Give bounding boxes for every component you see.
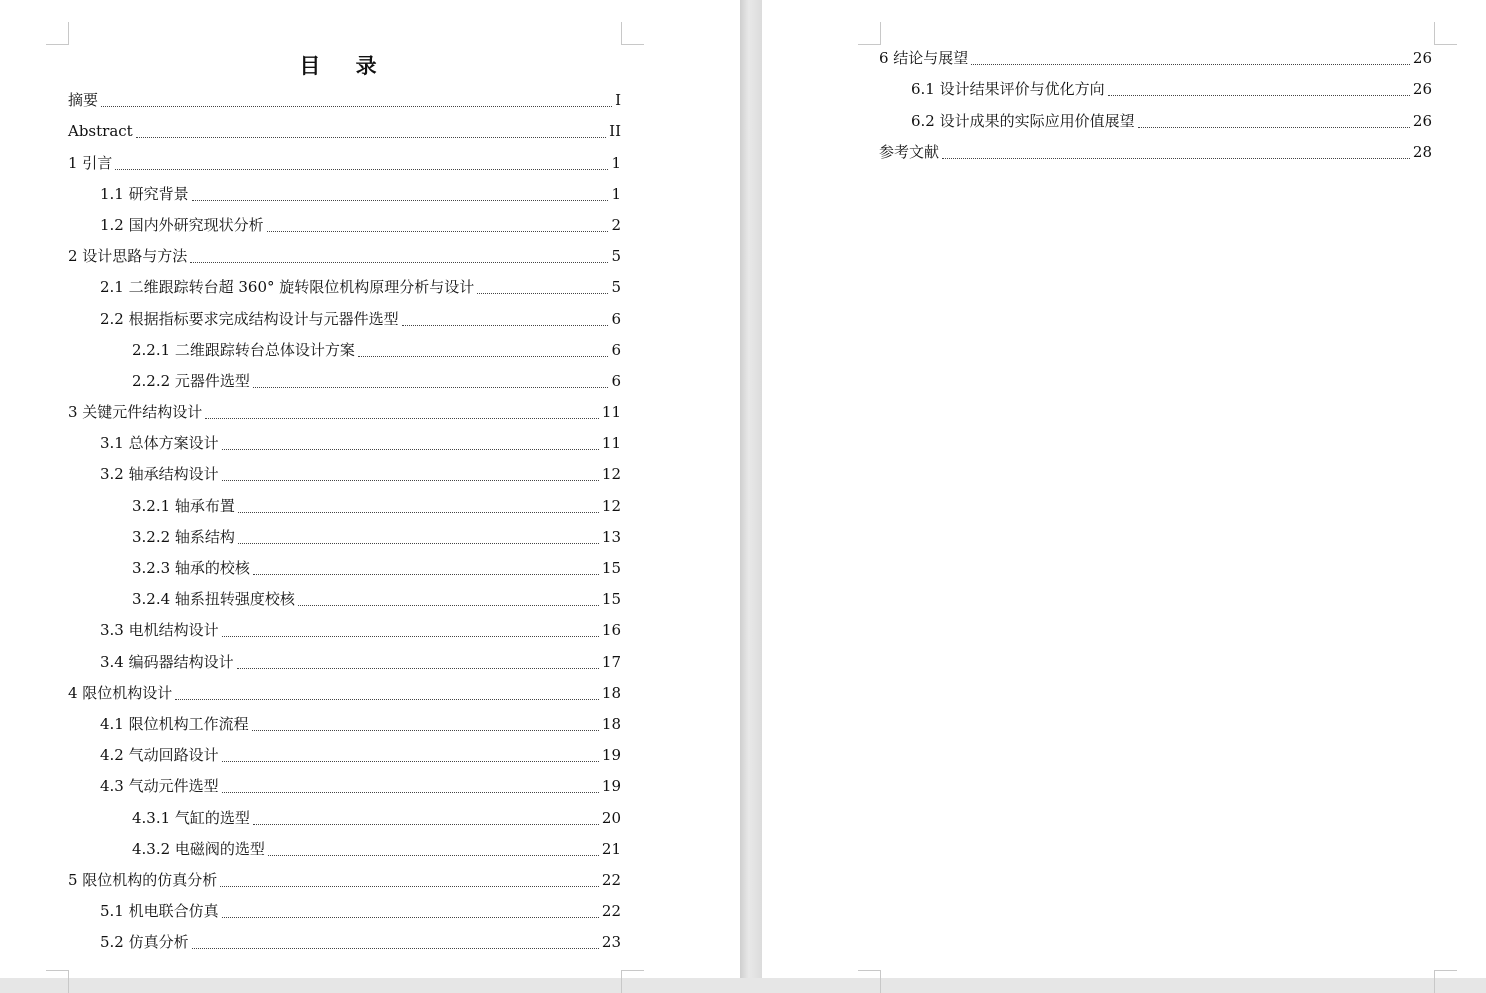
toc-dot-leader — [222, 448, 599, 450]
toc-entry-label: 6 结论与展望 — [879, 49, 969, 68]
toc-entry[interactable] — [879, 105, 1432, 136]
toc-entry-label: 4.3 气动元件选型 — [100, 777, 219, 796]
toc-entry-label: Abstract — [68, 122, 133, 141]
toc-entry[interactable] — [68, 335, 621, 366]
toc-dot-leader — [222, 791, 599, 793]
toc-dot-leader — [222, 916, 599, 918]
toc-entry-label: 4 限位机构设计 — [68, 683, 173, 702]
toc-entry-label: 3.2 轴承结构设计 — [100, 465, 219, 484]
document-page-left — [0, 0, 740, 978]
toc-entry-page-number: I — [615, 91, 621, 110]
page-corner-mark — [858, 22, 881, 45]
page-corner-mark — [1434, 22, 1457, 45]
toc-entry-page-number: 28 — [1412, 142, 1432, 161]
toc-entry[interactable] — [68, 522, 621, 553]
toc-entry-page-number: 12 — [601, 496, 621, 515]
toc-entry-page-number: 5 — [611, 247, 621, 266]
toc-dot-leader — [971, 63, 1410, 65]
toc-entry-label: 参考文献 — [879, 142, 940, 161]
toc-dot-leader — [205, 417, 599, 419]
toc-dot-leader — [402, 324, 609, 326]
toc-entry-page-number: 15 — [601, 590, 621, 609]
toc-dot-leader — [1108, 94, 1410, 96]
toc-entry[interactable] — [68, 646, 621, 677]
toc-entry-label: 5.1 机电联合仿真 — [100, 902, 219, 921]
toc-entry[interactable] — [68, 834, 621, 865]
toc-entry-label: 2.2 根据指标要求完成结构设计与元器件选型 — [100, 309, 399, 328]
toc-dot-leader — [101, 105, 612, 107]
toc-entry[interactable] — [68, 303, 621, 334]
toc-entry-page-number: 22 — [601, 870, 621, 889]
toc-entry-page-number: 6 — [611, 371, 621, 390]
toc-entry[interactable] — [879, 74, 1432, 105]
toc-entry-page-number: 2 — [611, 215, 621, 234]
toc-entry[interactable] — [68, 584, 621, 615]
page-corner-mark — [1434, 970, 1457, 993]
toc-entry[interactable] — [68, 116, 621, 147]
toc-list-right — [879, 43, 1432, 168]
toc-entry-label: 4.2 气动回路设计 — [100, 746, 219, 765]
toc-entry-page-number: 18 — [601, 683, 621, 702]
toc-dot-leader — [253, 573, 599, 575]
toc-dot-leader — [267, 230, 609, 232]
toc-entry-page-number: 11 — [601, 434, 621, 453]
toc-entry[interactable] — [68, 771, 621, 802]
toc-entry[interactable] — [68, 490, 621, 521]
toc-entry[interactable] — [68, 927, 621, 958]
toc-entry-label: 3.2.4 轴系扭转强度校核 — [132, 590, 295, 609]
toc-entry-label: 5.2 仿真分析 — [100, 933, 189, 952]
toc-entry[interactable] — [68, 802, 621, 833]
page-corner-mark — [621, 22, 644, 45]
toc-entry-page-number: 1 — [611, 184, 621, 203]
toc-entry-label: 6.1 设计结果评价与优化方向 — [911, 80, 1105, 99]
toc-entry-label: 1.1 研究背景 — [100, 184, 189, 203]
toc-dot-leader — [136, 136, 606, 138]
toc-entry-label: 4.3.1 气缸的选型 — [132, 808, 250, 827]
toc-entry-label: 4.1 限位机构工作流程 — [100, 714, 249, 733]
toc-entry-page-number: 26 — [1412, 111, 1432, 130]
toc-entry[interactable] — [68, 428, 621, 459]
toc-entry[interactable] — [68, 459, 621, 490]
page-corner-mark — [858, 970, 881, 993]
toc-entry-page-number: 22 — [601, 902, 621, 921]
toc-entry-label: 4.3.2 电磁阀的选型 — [132, 839, 265, 858]
toc-dot-leader — [252, 729, 599, 731]
toc-entry-page-number: 6 — [611, 340, 621, 359]
toc-dot-leader — [477, 292, 608, 294]
toc-dot-leader — [238, 511, 599, 513]
toc-entry-page-number: 26 — [1412, 49, 1432, 68]
toc-entry-page-number: 15 — [601, 559, 621, 577]
toc-title: 目 录 — [299, 54, 391, 78]
toc-entry[interactable] — [68, 272, 621, 303]
toc-entry[interactable] — [68, 740, 621, 771]
toc-entry-label: 5 限位机构的仿真分析 — [68, 870, 218, 889]
toc-entry-label: 3.2.3 轴承的校核 — [132, 559, 250, 577]
toc-dot-leader — [220, 885, 599, 887]
toc-dot-leader — [222, 635, 599, 637]
toc-entry-page-number: 5 — [611, 278, 621, 297]
toc-entry-page-number: 19 — [601, 777, 621, 796]
toc-entry-page-number: 6 — [611, 309, 621, 328]
page-corner-mark — [46, 970, 69, 993]
toc-entry-page-number: 1 — [611, 153, 621, 172]
toc-entry[interactable] — [68, 615, 621, 646]
toc-entry-label: 2 设计思路与方法 — [68, 247, 188, 266]
toc-dot-leader — [115, 168, 608, 170]
toc-entry[interactable] — [68, 678, 621, 709]
toc-entry-page-number: 12 — [601, 465, 621, 484]
toc-dot-leader — [237, 667, 599, 669]
toc-entry[interactable] — [68, 709, 621, 740]
page-gutter — [740, 0, 762, 978]
toc-entry-page-number: 20 — [601, 808, 621, 827]
toc-entry[interactable] — [68, 397, 621, 428]
toc-entry[interactable] — [68, 147, 621, 178]
toc-dot-leader — [222, 479, 599, 481]
toc-dot-leader — [192, 947, 599, 949]
toc-entry[interactable] — [879, 43, 1432, 74]
toc-dot-leader — [222, 760, 599, 762]
toc-entry-label: 2.2.1 二维跟踪转台总体设计方案 — [132, 340, 355, 359]
toc-entry[interactable] — [68, 210, 621, 241]
toc-entry-label: 1 引言 — [68, 153, 113, 172]
toc-dot-leader — [238, 542, 599, 544]
toc-list-left — [68, 85, 621, 958]
toc-dot-leader — [253, 386, 609, 388]
toc-dot-leader — [175, 698, 599, 700]
toc-entry-label: 2.2.2 元器件选型 — [132, 371, 250, 390]
toc-entry-label: 3.2.1 轴承布置 — [132, 496, 235, 515]
toc-entry-label: 3.2.2 轴系结构 — [132, 527, 235, 546]
toc-entry-page-number: 19 — [601, 746, 621, 765]
toc-entry-label: 1.2 国内外研究现状分析 — [100, 215, 264, 234]
toc-entry[interactable] — [68, 241, 621, 272]
toc-entry[interactable] — [879, 137, 1432, 168]
toc-entry-page-number: 13 — [601, 527, 621, 546]
toc-entry[interactable] — [68, 179, 621, 210]
toc-entry-label: 3.3 电机结构设计 — [100, 621, 219, 640]
toc-entry-page-number: II — [609, 122, 621, 141]
toc-entry-page-number: 23 — [601, 933, 621, 952]
page-corner-mark — [621, 970, 644, 993]
toc-entry-label: 2.1 二维跟踪转台超 360° 旋转限位机构原理分析与设计 — [100, 278, 475, 297]
toc-dot-leader — [942, 157, 1410, 159]
toc-entry-page-number: 16 — [601, 621, 621, 640]
toc-dot-leader — [192, 199, 609, 201]
toc-entry-label: 3.4 编码器结构设计 — [100, 652, 234, 671]
toc-entry-page-number: 17 — [601, 652, 621, 671]
toc-entry-label: 3 关键元件结构设计 — [68, 403, 203, 422]
document-page-right — [762, 0, 1486, 978]
toc-dot-leader — [298, 604, 599, 606]
toc-dot-leader — [358, 355, 609, 357]
toc-entry[interactable] — [68, 865, 621, 896]
toc-entry-label: 6.2 设计成果的实际应用价值展望 — [911, 111, 1135, 130]
toc-entry[interactable] — [68, 553, 621, 584]
toc-entry-page-number: 18 — [601, 714, 621, 733]
toc-dot-leader — [253, 823, 599, 825]
toc-entry-page-number: 26 — [1412, 80, 1432, 99]
toc-entry[interactable] — [68, 85, 621, 116]
toc-entry-label: 摘要 — [68, 91, 99, 110]
toc-dot-leader — [268, 854, 599, 856]
toc-entry-page-number: 11 — [601, 403, 621, 422]
toc-dot-leader — [190, 261, 608, 263]
toc-entry[interactable] — [68, 366, 621, 397]
toc-entry-label: 3.1 总体方案设计 — [100, 434, 219, 453]
page-corner-mark — [46, 22, 69, 45]
toc-entry-page-number: 21 — [601, 839, 621, 858]
toc-entry[interactable] — [68, 896, 621, 927]
toc-dot-leader — [1138, 126, 1410, 128]
